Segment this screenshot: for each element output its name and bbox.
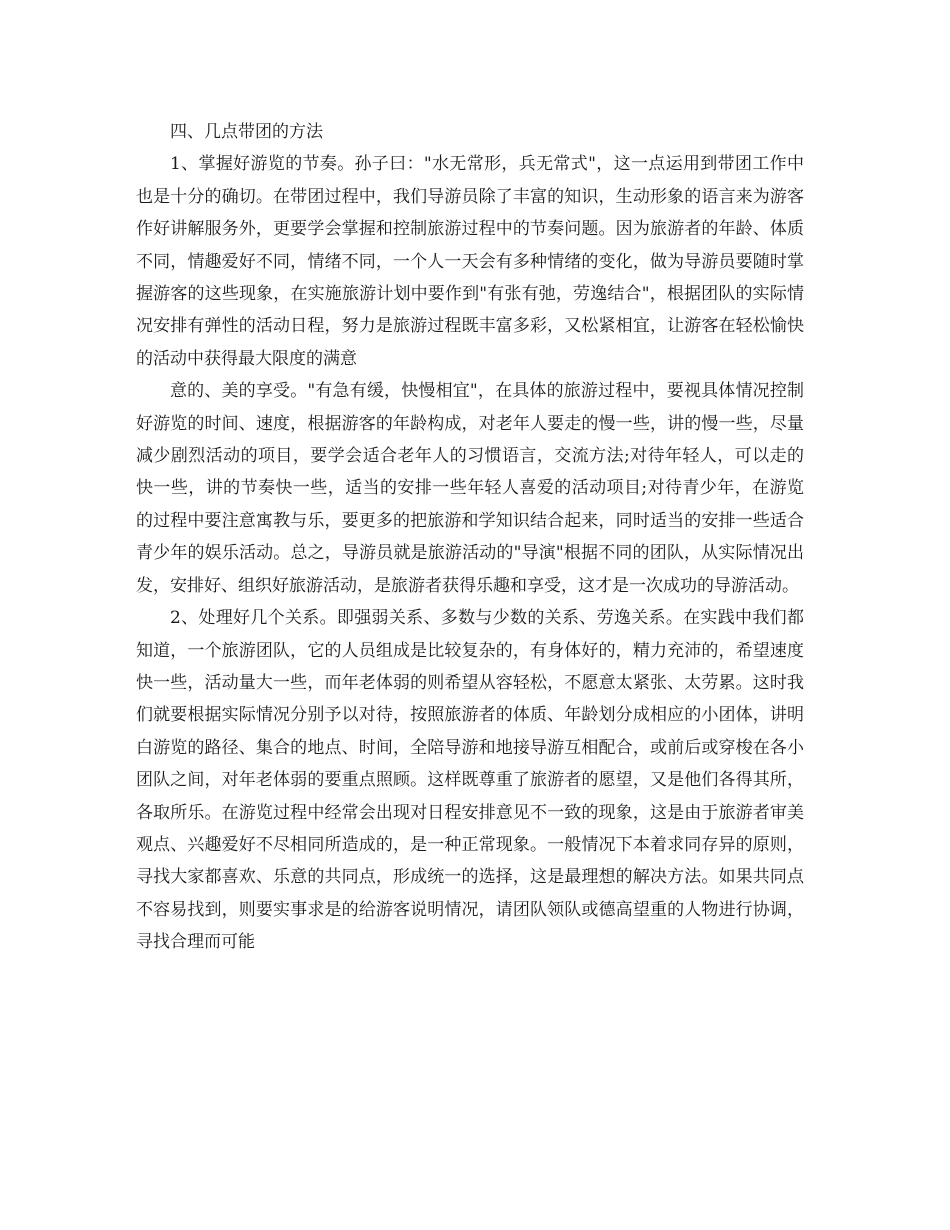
document-page: [136, 116, 804, 959]
section-heading: 四、几点带团的方法: [170, 122, 323, 142]
paragraph-1: 1、掌握好游览的节奏。孙子曰："水无常形，兵无常式"，这一点运用到带团工作中也是十分的确切。在带团过程中，我们导游员除了丰富的知识，生动形象的语言来为游客作好讲解服务外，更要学会掌握和控制旅游过程中的节奏问题。因为旅游者的年龄、体质不同，情趣爱好不同，情绪不同，一个人一天会有多种情绪的变化，做为导游员要随时掌握游客的这些现象，在实施旅游计划中要作到"有张有弛，劳逸结合"，根据团队的实际情况安排有弹性的活动日程，努力是旅游过程既丰富多彩，又松紧相宜，让游客在轻松愉快的活动中获得最大限度的满意: [136, 154, 804, 369]
paragraph-3: 2、处理好几个关系。即强弱关系、多数与少数的关系、劳逸关系。在实践中我们都知道，一个旅游团队，它的人员组成是比较复杂的，有身体好的，精力充沛的，希望速度快一些，活动量大一些，而年老体弱的则希望从容轻松，不愿意太紧张、太劳累。这时我们就要根据实际情况分别予以对待，按照旅游者的体质、年龄划分成相应的小团体，讲明白游览的路径、集合的地点、时间，全陪导游和地接导游互相配合，或前后或穿梭在各小团队之间，对年老体弱的要重点照顾。这样既尊重了旅游者的愿望，又是他们各得其所，各取所乐。在游览过程中经常会出现对日程安排意见不一致的现象，这是由于旅游者审美观点、兴趣爱好不尽相同所造成的，是一种正常现象。一般情况下本着求同存异的原则，寻找大家都喜欢、乐意的共同点，形成统一的选择，这是最理想的解决方法。如果共同点不容易找到，则要实事求是的给游客说明情况，请团队领队或德高望重的人物进行协调，寻找合理而可能: [136, 608, 804, 953]
paragraph-2: 意的、美的享受。"有急有缓，快慢相宜"，在具体的旅游过程中，要视具体情况控制好游览的时间、速度，根据游客的年龄构成，对老年人要走的慢一些，讲的慢一些，尽量减少剧烈活动的项目，要学会适合老年人的习惯语言，交流方法;对待年轻人，可以走的快一些，讲的节奏快一些，适当的安排一些年轻人喜爱的活动项目;对待青少年，在游览的过程中要注意寓教与乐，要更多的把旅游和学知识结合起来，同时适当的安排一些适合青少年的娱乐活动。总之，导游员就是旅游活动的"导演"根据不同的团队，从实际情况出发，安排好、组织好旅游活动，是旅游者获得乐趣和享受，这才是一次成功的导游活动。: [136, 381, 804, 596]
